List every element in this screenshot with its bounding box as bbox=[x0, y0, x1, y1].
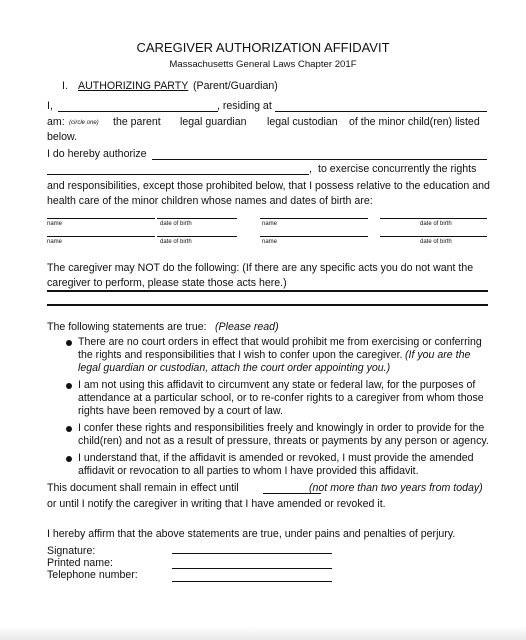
statements-note: (Please read) bbox=[215, 321, 279, 333]
below-text: below. bbox=[47, 131, 78, 143]
responsibilities-text: and responsibilities, except those prohibited below, that I possess relative to the education and bbox=[47, 180, 490, 192]
statement-4-line2: affidavit or revocation to all parties to whom I have provided this affidavit. bbox=[78, 465, 419, 477]
child-name-field[interactable] bbox=[47, 236, 155, 237]
child-dob-field[interactable] bbox=[380, 236, 487, 237]
dob-caption: date of birth bbox=[160, 221, 192, 227]
not-do-text-2: caregiver to perform, please state those acts here.) bbox=[47, 277, 287, 289]
bullet-icon bbox=[66, 383, 72, 389]
exercise-text: to exercise concurrently the rights bbox=[318, 163, 477, 175]
parent-address-field[interactable] bbox=[275, 111, 487, 112]
not-do-text-1: The caregiver may NOT do the following: (If there are any specific acts you do not want the bbox=[47, 262, 474, 274]
affirm-text: I hereby affirm that the above statements are true, under pains and penalties of perjury. bbox=[47, 528, 456, 540]
bullet-icon bbox=[66, 456, 72, 462]
printed-name-field[interactable] bbox=[172, 568, 332, 569]
statement-3-line2: child(ren) and not as a result of pressure, threats or payments by any person or agency. bbox=[78, 435, 489, 447]
statement-3-line1: I confer these rights and responsibilities freely and knowingly in order to provide for the bbox=[78, 422, 485, 434]
statement-1-line2: the rights and responsibilities that I wish to confer upon the caregiver. bbox=[78, 349, 403, 361]
parent-name-field[interactable] bbox=[58, 111, 218, 112]
authorize-text: I do hereby authorize bbox=[47, 148, 147, 160]
circle-one-note: (circle one) bbox=[69, 120, 99, 126]
bullet-icon bbox=[66, 426, 72, 432]
statement-1-note-1: (If you are the bbox=[405, 349, 471, 361]
dob-caption: date of birth bbox=[420, 239, 452, 245]
statement-1-note-2: legal guardian or custodian, attach the court order appointing you.) bbox=[78, 362, 391, 374]
dob-caption: date of birth bbox=[420, 221, 452, 227]
statement-2-line3: rights have been removed by a court of law. bbox=[78, 405, 283, 417]
comma-text: , bbox=[309, 163, 312, 175]
name-caption: name bbox=[262, 239, 278, 245]
option-parent[interactable]: the parent bbox=[113, 116, 161, 128]
caregiver-name-field-2[interactable] bbox=[47, 174, 309, 175]
printed-name-label: Printed name: bbox=[47, 557, 113, 569]
option-legal-custodian[interactable]: legal custodian bbox=[267, 116, 338, 128]
name-caption: name bbox=[47, 239, 63, 245]
i-label: I, bbox=[47, 100, 53, 112]
dob-caption: date of birth bbox=[160, 239, 192, 245]
bullet-icon bbox=[66, 340, 72, 346]
statement-1-line1: There are no court orders in effect that would prohibit me from exercising or conferring bbox=[78, 336, 482, 348]
child-name-field[interactable] bbox=[47, 218, 155, 219]
residing-at-label: , residing at bbox=[217, 100, 272, 112]
child-dob-field[interactable] bbox=[380, 218, 487, 219]
name-caption: name bbox=[262, 221, 278, 227]
caregiver-name-field-1[interactable] bbox=[152, 159, 487, 160]
health-care-text: health care of the minor children whose names and dates of birth are: bbox=[47, 195, 373, 207]
name-caption: name bbox=[47, 221, 63, 227]
not-do-field-2[interactable] bbox=[47, 304, 488, 306]
telephone-label: Telephone number: bbox=[47, 569, 138, 581]
signature-label: Signature: bbox=[47, 545, 96, 557]
section-heading: AUTHORIZING PARTY bbox=[78, 80, 189, 92]
effect-text-2: or until I notify the caregiver in writing that I have amended or revoked it. bbox=[47, 498, 386, 510]
child-name-field[interactable] bbox=[260, 236, 368, 237]
document-subtitle: Massachusetts General Laws Chapter 201F bbox=[169, 59, 357, 70]
child-dob-field[interactable] bbox=[157, 236, 237, 237]
statement-2-line2: attendance at a particular school, or to re-confer rights to a caregiver from whom those bbox=[78, 392, 484, 404]
document-title: CAREGIVER AUTHORIZATION AFFIDAVIT bbox=[136, 40, 390, 55]
page-shadow bbox=[0, 626, 526, 640]
child-dob-field[interactable] bbox=[157, 218, 237, 219]
effect-text-1: This document shall remain in effect until bbox=[47, 482, 239, 494]
am-label: am: bbox=[47, 116, 65, 128]
statement-4-line1: I understand that, if the affidavit is amended or revoked, I must provide the amended bbox=[78, 452, 474, 464]
statements-intro: The following statements are true: bbox=[47, 321, 207, 333]
effect-note: (not more than two years from today) bbox=[309, 482, 483, 494]
section-numeral: I. bbox=[62, 80, 68, 92]
option-legal-guardian[interactable]: legal guardian bbox=[180, 116, 247, 128]
not-do-field-1[interactable] bbox=[47, 290, 488, 292]
section-heading-note: (Parent/Guardian) bbox=[193, 80, 278, 92]
child-name-field[interactable] bbox=[260, 218, 368, 219]
signature-field[interactable] bbox=[172, 553, 332, 554]
telephone-field[interactable] bbox=[172, 581, 332, 582]
minor-children-text: of the minor child(ren) listed bbox=[349, 116, 480, 128]
statement-2-line1: I am not using this affidavit to circumvent any state or federal law, for the purposes of bbox=[78, 379, 476, 391]
